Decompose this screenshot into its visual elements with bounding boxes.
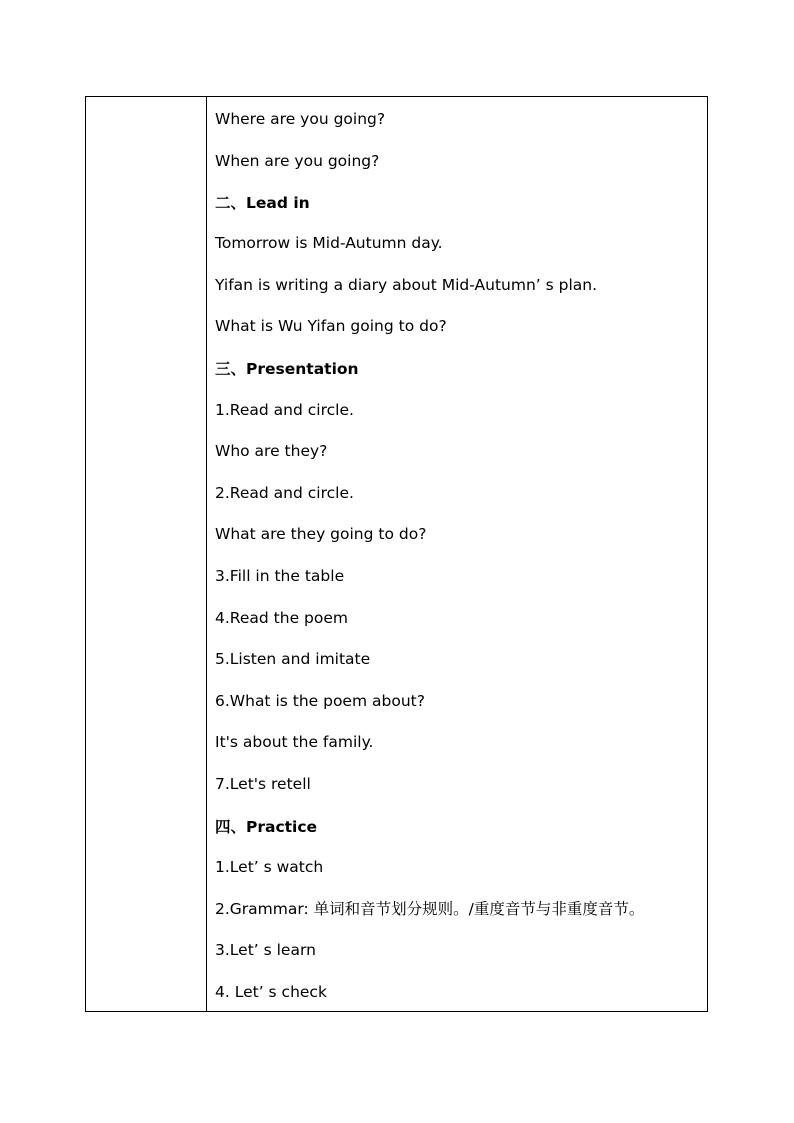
practice-step-2-grammar: 2.Grammar: 单词和音节划分规则。/重度音节与非重度音节。 [215,900,645,918]
lead-in-line-1: Tomorrow is Mid-Autumn day. [215,234,443,252]
presentation-question-2: What are they going to do? [215,525,427,543]
section-heading-lead-in: 二、Lead in [215,194,310,212]
question-where: Where are you going? [215,110,386,128]
lesson-table [85,96,708,1012]
lead-in-line-3: What is Wu Yifan going to do? [215,317,447,335]
presentation-answer-6: It's about the family. [215,733,374,751]
presentation-step-7: 7.Let's retell [215,775,311,793]
section-heading-presentation: 三、Presentation [215,360,359,378]
content-cell [207,97,707,1011]
presentation-step-1: 1.Read and circle. [215,401,354,419]
presentation-question-1: Who are they? [215,442,328,460]
practice-step-3: 3.Let’ s learn [215,941,316,959]
lead-in-line-2: Yifan is writing a diary about Mid-Autumn’ s plan. [215,276,598,294]
presentation-step-6: 6.What is the poem about? [215,692,425,710]
practice-step-1: 1.Let’ s watch [215,858,324,876]
presentation-step-2: 2.Read and circle. [215,484,354,502]
presentation-step-4: 4.Read the poem [215,609,348,627]
section-heading-practice: 四、Practice [215,818,318,836]
question-when: When are you going? [215,152,380,170]
practice-step-4: 4. Let’ s check [215,983,327,1001]
presentation-step-3: 3.Fill in the table [215,567,345,585]
left-column-cell [86,97,207,1011]
presentation-step-5: 5.Listen and imitate [215,650,371,668]
